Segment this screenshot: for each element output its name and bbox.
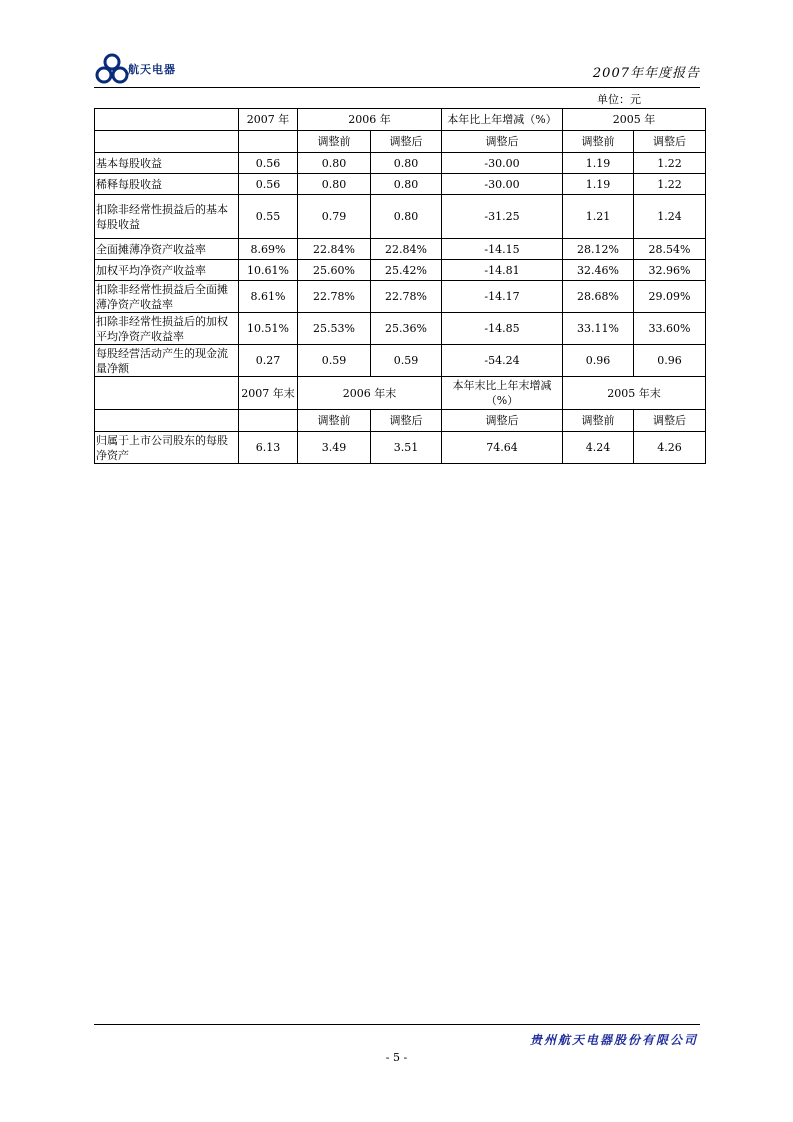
unit-label: 单位：元	[597, 93, 641, 106]
table-cell: -31.25	[442, 195, 563, 239]
table-header-row	[95, 109, 706, 131]
subheader-cell	[95, 131, 239, 153]
subheader-cell: 调整后	[442, 410, 563, 432]
footer-divider	[94, 1024, 700, 1025]
row-label: 加权平均净资产收益率	[95, 260, 239, 281]
table-cell: 28.68%	[563, 281, 634, 313]
table-row	[95, 153, 706, 174]
table-cell: -30.00	[442, 153, 563, 174]
table-cell: 0.80	[298, 153, 371, 174]
header-divider	[94, 87, 700, 88]
table-row	[95, 432, 706, 464]
header-cell: 本年末比上年末增减（%）	[442, 377, 563, 410]
table-cell: -14.17	[442, 281, 563, 313]
subheader-cell: 调整后	[634, 131, 706, 153]
table-cell: 1.22	[634, 174, 706, 195]
report-title: 2007年年度报告	[592, 66, 700, 81]
table-cell: 0.80	[371, 153, 442, 174]
table-cell: 0.80	[298, 174, 371, 195]
table-cell: 22.78%	[371, 281, 442, 313]
header-cell: 2005 年末	[563, 377, 706, 410]
table-cell: -54.24	[442, 345, 563, 377]
table-cell: 1.22	[634, 153, 706, 174]
table-cell: 0.27	[239, 345, 298, 377]
table-cell: -14.85	[442, 313, 563, 345]
table-cell: 1.19	[563, 153, 634, 174]
table-cell: 32.96%	[634, 260, 706, 281]
table-cell: 74.64	[442, 432, 563, 464]
table-cell: 29.09%	[634, 281, 706, 313]
table-subheader-row	[95, 410, 706, 432]
subheader-cell: 调整前	[298, 131, 371, 153]
table-cell: 22.78%	[298, 281, 371, 313]
table-cell: 32.46%	[563, 260, 634, 281]
table-cell: 25.60%	[298, 260, 371, 281]
table-cell: 28.54%	[634, 239, 706, 260]
row-label: 稀释每股收益	[95, 174, 239, 195]
subheader-cell: 调整后	[634, 410, 706, 432]
table-cell: 0.56	[239, 174, 298, 195]
subheader-cell: 调整后	[442, 131, 563, 153]
table-cell: 25.53%	[298, 313, 371, 345]
table-cell: -30.00	[442, 174, 563, 195]
row-label: 基本每股收益	[95, 153, 239, 174]
table-cell: 33.60%	[634, 313, 706, 345]
header-cell: 本年比上年增减（%）	[442, 109, 563, 131]
header-cell: 2006 年末	[298, 377, 442, 410]
subheader-cell: 调整前	[563, 131, 634, 153]
subheader-cell	[95, 410, 239, 432]
table-cell: 0.59	[298, 345, 371, 377]
table-cell: 3.49	[298, 432, 371, 464]
row-label: 扣除非经常性损益后的基本每股收益	[95, 195, 239, 239]
table-cell: 1.21	[563, 195, 634, 239]
header-cell	[95, 109, 239, 131]
table-cell: 28.12%	[563, 239, 634, 260]
subheader-cell: 调整前	[563, 410, 634, 432]
footer-company-name: 贵州航天电器股份有限公司	[529, 1033, 698, 1047]
table-row	[95, 260, 706, 281]
table-cell: 22.84%	[298, 239, 371, 260]
table-cell: 10.61%	[239, 260, 298, 281]
table-row	[95, 313, 706, 345]
header-cell: 2006 年	[298, 109, 442, 131]
logo-text: 航天电器	[128, 63, 176, 76]
table-cell: 1.24	[634, 195, 706, 239]
table-row	[95, 345, 706, 377]
row-label: 扣除非经常性损益后的加权平均净资产收益率	[95, 313, 239, 345]
table-cell: 22.84%	[371, 239, 442, 260]
company-logo-icon	[94, 52, 130, 86]
header-cell	[95, 377, 239, 410]
table-cell: 0.79	[298, 195, 371, 239]
table-cell: 0.59	[371, 345, 442, 377]
table-cell: 4.26	[634, 432, 706, 464]
header-cell: 2007 年末	[239, 377, 298, 410]
table-cell: 25.42%	[371, 260, 442, 281]
table-cell: 3.51	[371, 432, 442, 464]
table-cell: 0.80	[371, 174, 442, 195]
row-label: 扣除非经常性损益后全面摊薄净资产收益率	[95, 281, 239, 313]
table-cell: 6.13	[239, 432, 298, 464]
subheader-cell: 调整后	[371, 131, 442, 153]
table-row	[95, 281, 706, 313]
table-cell: 0.80	[371, 195, 442, 239]
table-cell: -14.15	[442, 239, 563, 260]
page-header	[94, 52, 700, 88]
subheader-cell	[239, 131, 298, 153]
table-cell: 0.96	[634, 345, 706, 377]
table-subheader-row	[95, 131, 706, 153]
table-cell: 10.51%	[239, 313, 298, 345]
row-label: 全面摊薄净资产收益率	[95, 239, 239, 260]
table-cell: 33.11%	[563, 313, 634, 345]
table-row	[95, 195, 706, 239]
table-cell: -14.81	[442, 260, 563, 281]
table-cell: 8.61%	[239, 281, 298, 313]
table-row	[95, 174, 706, 195]
header-cell: 2007 年	[239, 109, 298, 131]
row-label: 每股经营活动产生的现金流量净额	[95, 345, 239, 377]
row-label: 归属于上市公司股东的每股净资产	[95, 432, 239, 464]
header-cell: 2005 年	[563, 109, 706, 131]
subheader-cell: 调整前	[298, 410, 371, 432]
table-header-row	[95, 377, 706, 410]
table-row	[95, 239, 706, 260]
table-cell: 25.36%	[371, 313, 442, 345]
table-cell: 1.19	[563, 174, 634, 195]
table-cell: 8.69%	[239, 239, 298, 260]
table-cell: 4.24	[563, 432, 634, 464]
financial-indicators-table	[94, 108, 706, 464]
table-cell: 0.55	[239, 195, 298, 239]
table-cell: 0.96	[563, 345, 634, 377]
page-number: - 5 -	[385, 1051, 408, 1064]
subheader-cell	[239, 410, 298, 432]
subheader-cell: 调整后	[371, 410, 442, 432]
table-cell: 0.56	[239, 153, 298, 174]
